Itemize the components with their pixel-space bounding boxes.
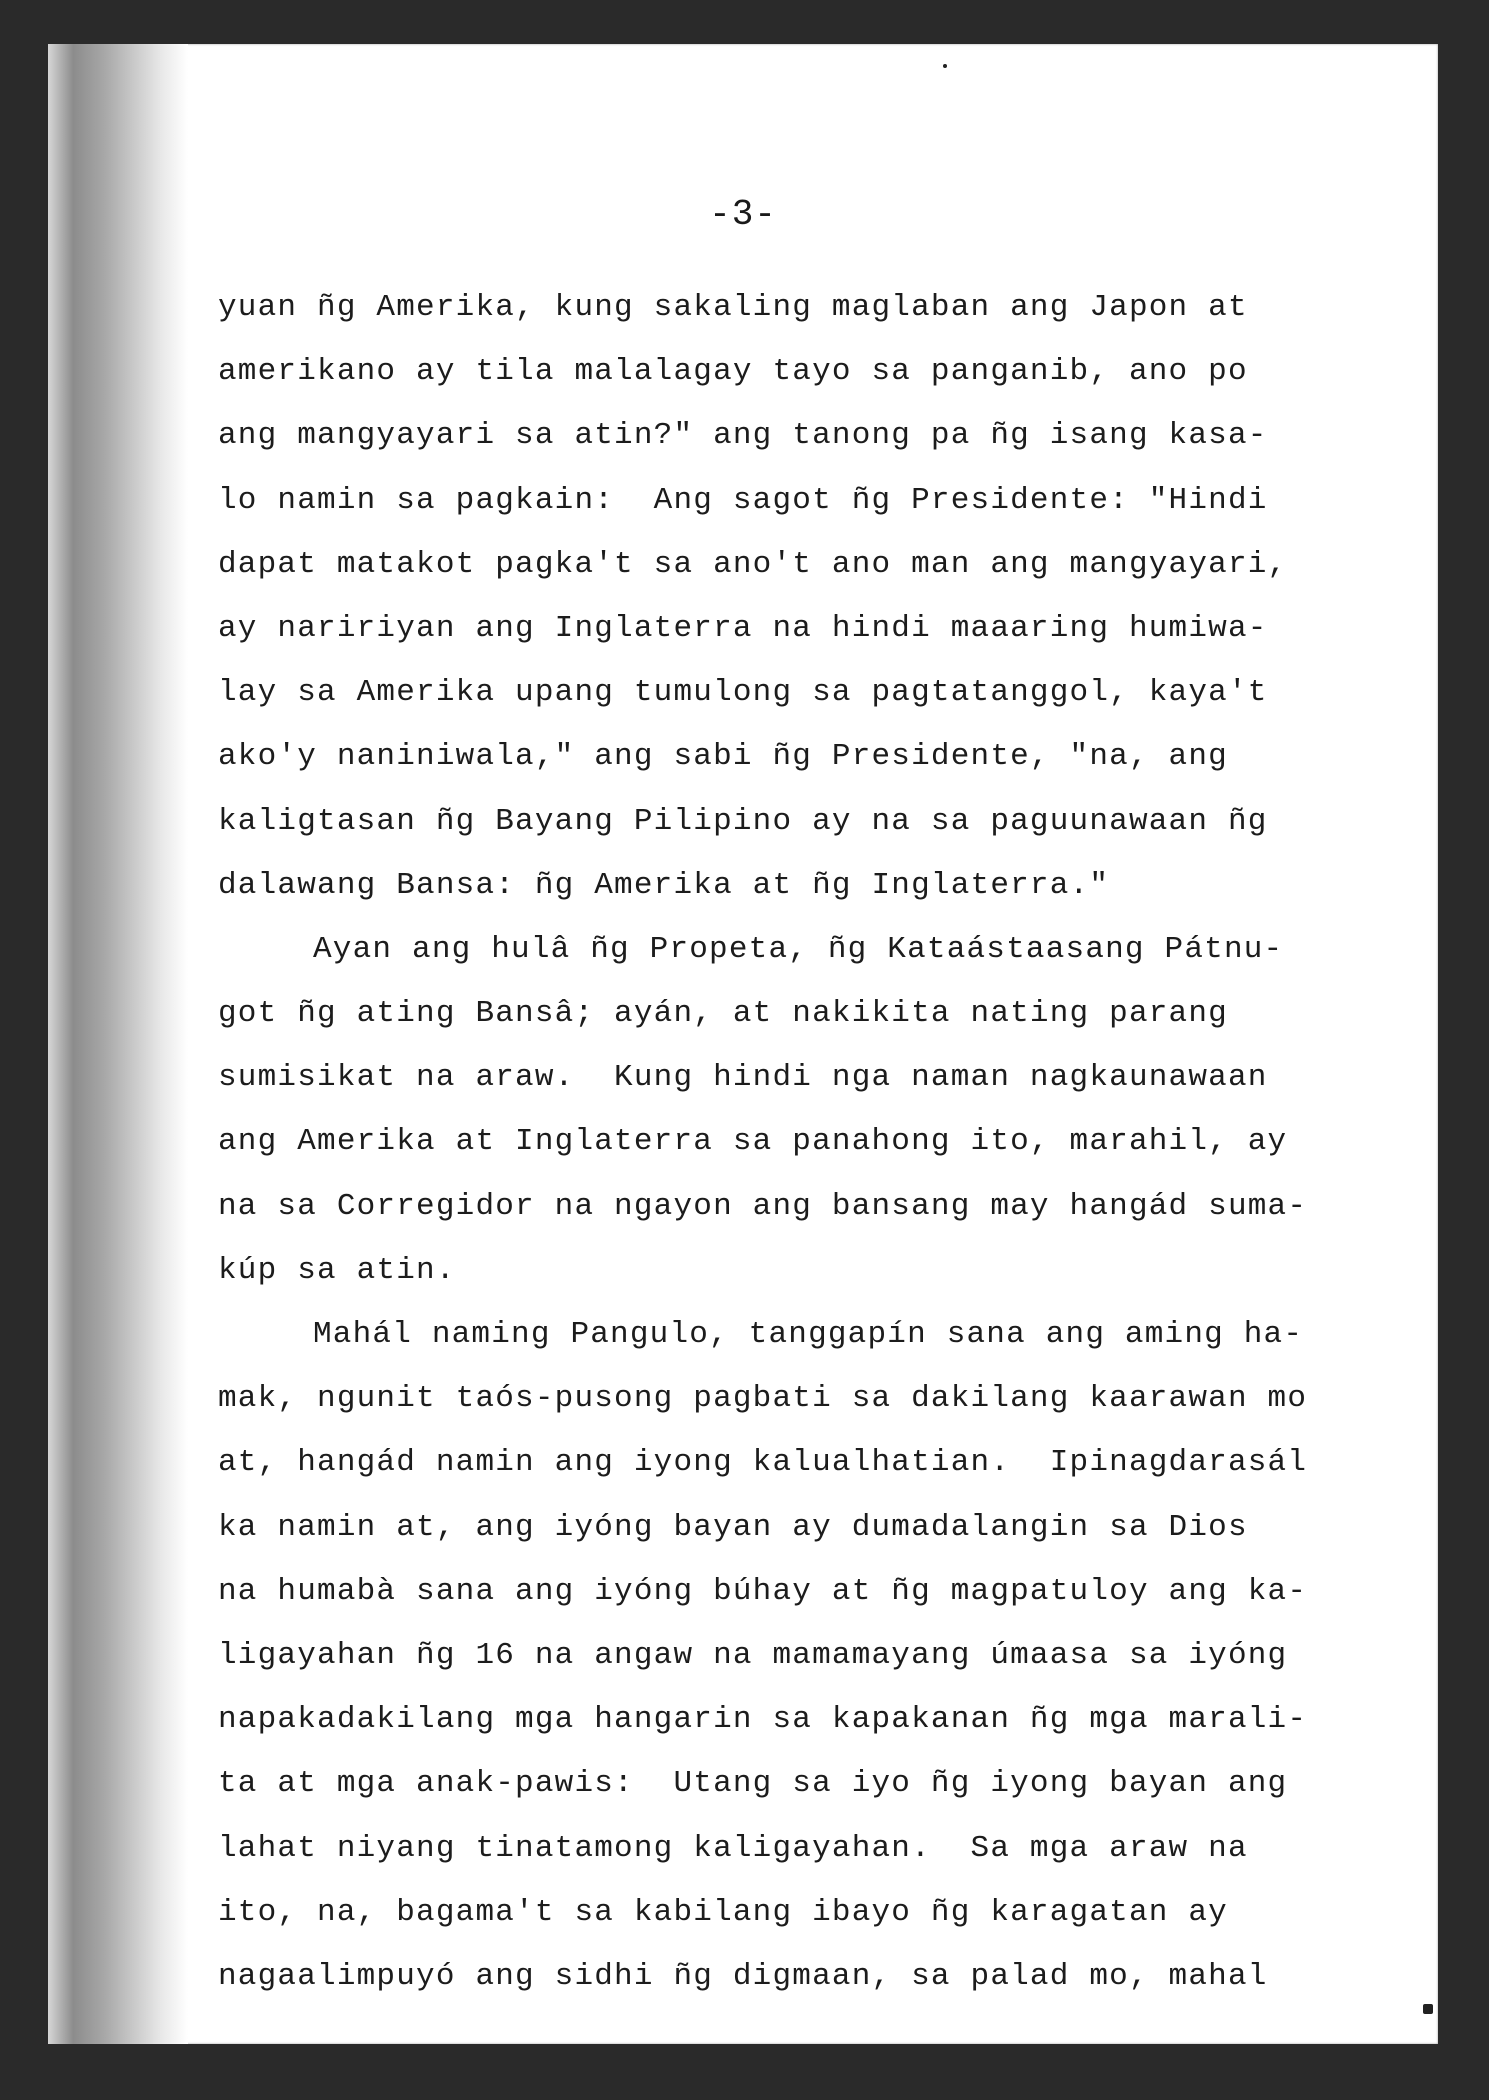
text-line: mak, ngunit taós-pusong pagbati sa dakilang kaarawan mo: [218, 1381, 1308, 1417]
text-line: kúp sa atin.: [218, 1252, 456, 1288]
page-number: -3-: [709, 194, 777, 235]
ink-speck: [943, 64, 947, 68]
text-line: nagaalimpuyó ang sidhi ñg digmaan, sa palad mo, mahal: [218, 1958, 1268, 1994]
text-line: ligayahan ñg 16 na angaw na mamamayang úmaasa sa iyóng: [218, 1637, 1288, 1673]
document-page: [48, 44, 1438, 2044]
text-line: ta at mga anak-pawis: Utang sa iyo ñg iyong bayan ang: [218, 1766, 1288, 1802]
text-line: ako'y naniniwala," ang sabi ñg Presidente, "na, ang: [218, 739, 1228, 775]
text-line: lo namin sa pagkain: Ang sagot ñg Presidente: "Hindi: [218, 482, 1268, 518]
text-line: at, hangád namin ang iyong kalualhatian. Ipinagdarasál: [218, 1445, 1308, 1481]
text-line: ito, na, bagama't sa kabilang ibayo ñg karagatan ay: [218, 1894, 1228, 1930]
text-line: kaligtasan ñg Bayang Pilipino ay na sa paguunawaan ñg: [218, 803, 1268, 839]
text-line: ay naririyan ang Inglaterra na hindi maaaring humiwa-: [218, 610, 1268, 646]
text-line: lay sa Amerika upang tumulong sa pagtatanggol, kaya't: [218, 675, 1268, 711]
text-line: lahat niyang tinatamong kaligayahan. Sa mga araw na: [218, 1830, 1248, 1866]
text-line: amerikano ay tila malalagay tayo sa panganib, ano po: [218, 354, 1248, 390]
text-line: ka namin at, ang iyóng bayan ay dumadalangin sa Dios: [218, 1509, 1248, 1545]
text-line: Mahál naming Pangulo, tanggapín sana ang aming ha-: [313, 1317, 1304, 1352]
text-line: ang mangyayari sa atin?" ang tanong pa ñg isang kasa-: [218, 418, 1268, 454]
text-line: yuan ñg Amerika, kung sakaling maglaban ang Japon at: [218, 290, 1248, 325]
text-line: dapat matakot pagka't sa ano't ano man ang mangyayari,: [218, 546, 1288, 582]
text-line: na sa Corregidor na ngayon ang bansang may hangád suma-: [218, 1188, 1308, 1224]
body-text: [218, 276, 1418, 2009]
text-line: sumisikat na araw. Kung hindi nga naman nagkaunawaan: [218, 1060, 1268, 1096]
text-line: Ayan ang hulâ ñg Propeta, ñg Kataástaasang Pátnu-: [313, 931, 1284, 967]
text-line: napakadakilang mga hangarin sa kapakanan ñg mga marali-: [218, 1702, 1308, 1738]
text-line: na humabà sana ang iyóng búhay at ñg magpatuloy ang ka-: [218, 1573, 1308, 1609]
text-line: got ñg ating Bansâ; ayán, at nakikita nating parang: [218, 996, 1228, 1032]
text-line: dalawang Bansa: ñg Amerika at ñg Inglaterra.": [218, 867, 1110, 903]
ink-speck: [1423, 2004, 1433, 2014]
text-line: ang Amerika at Inglaterra sa panahong ito, marahil, ay: [218, 1124, 1288, 1160]
page-binding-shadow: [48, 44, 188, 2044]
